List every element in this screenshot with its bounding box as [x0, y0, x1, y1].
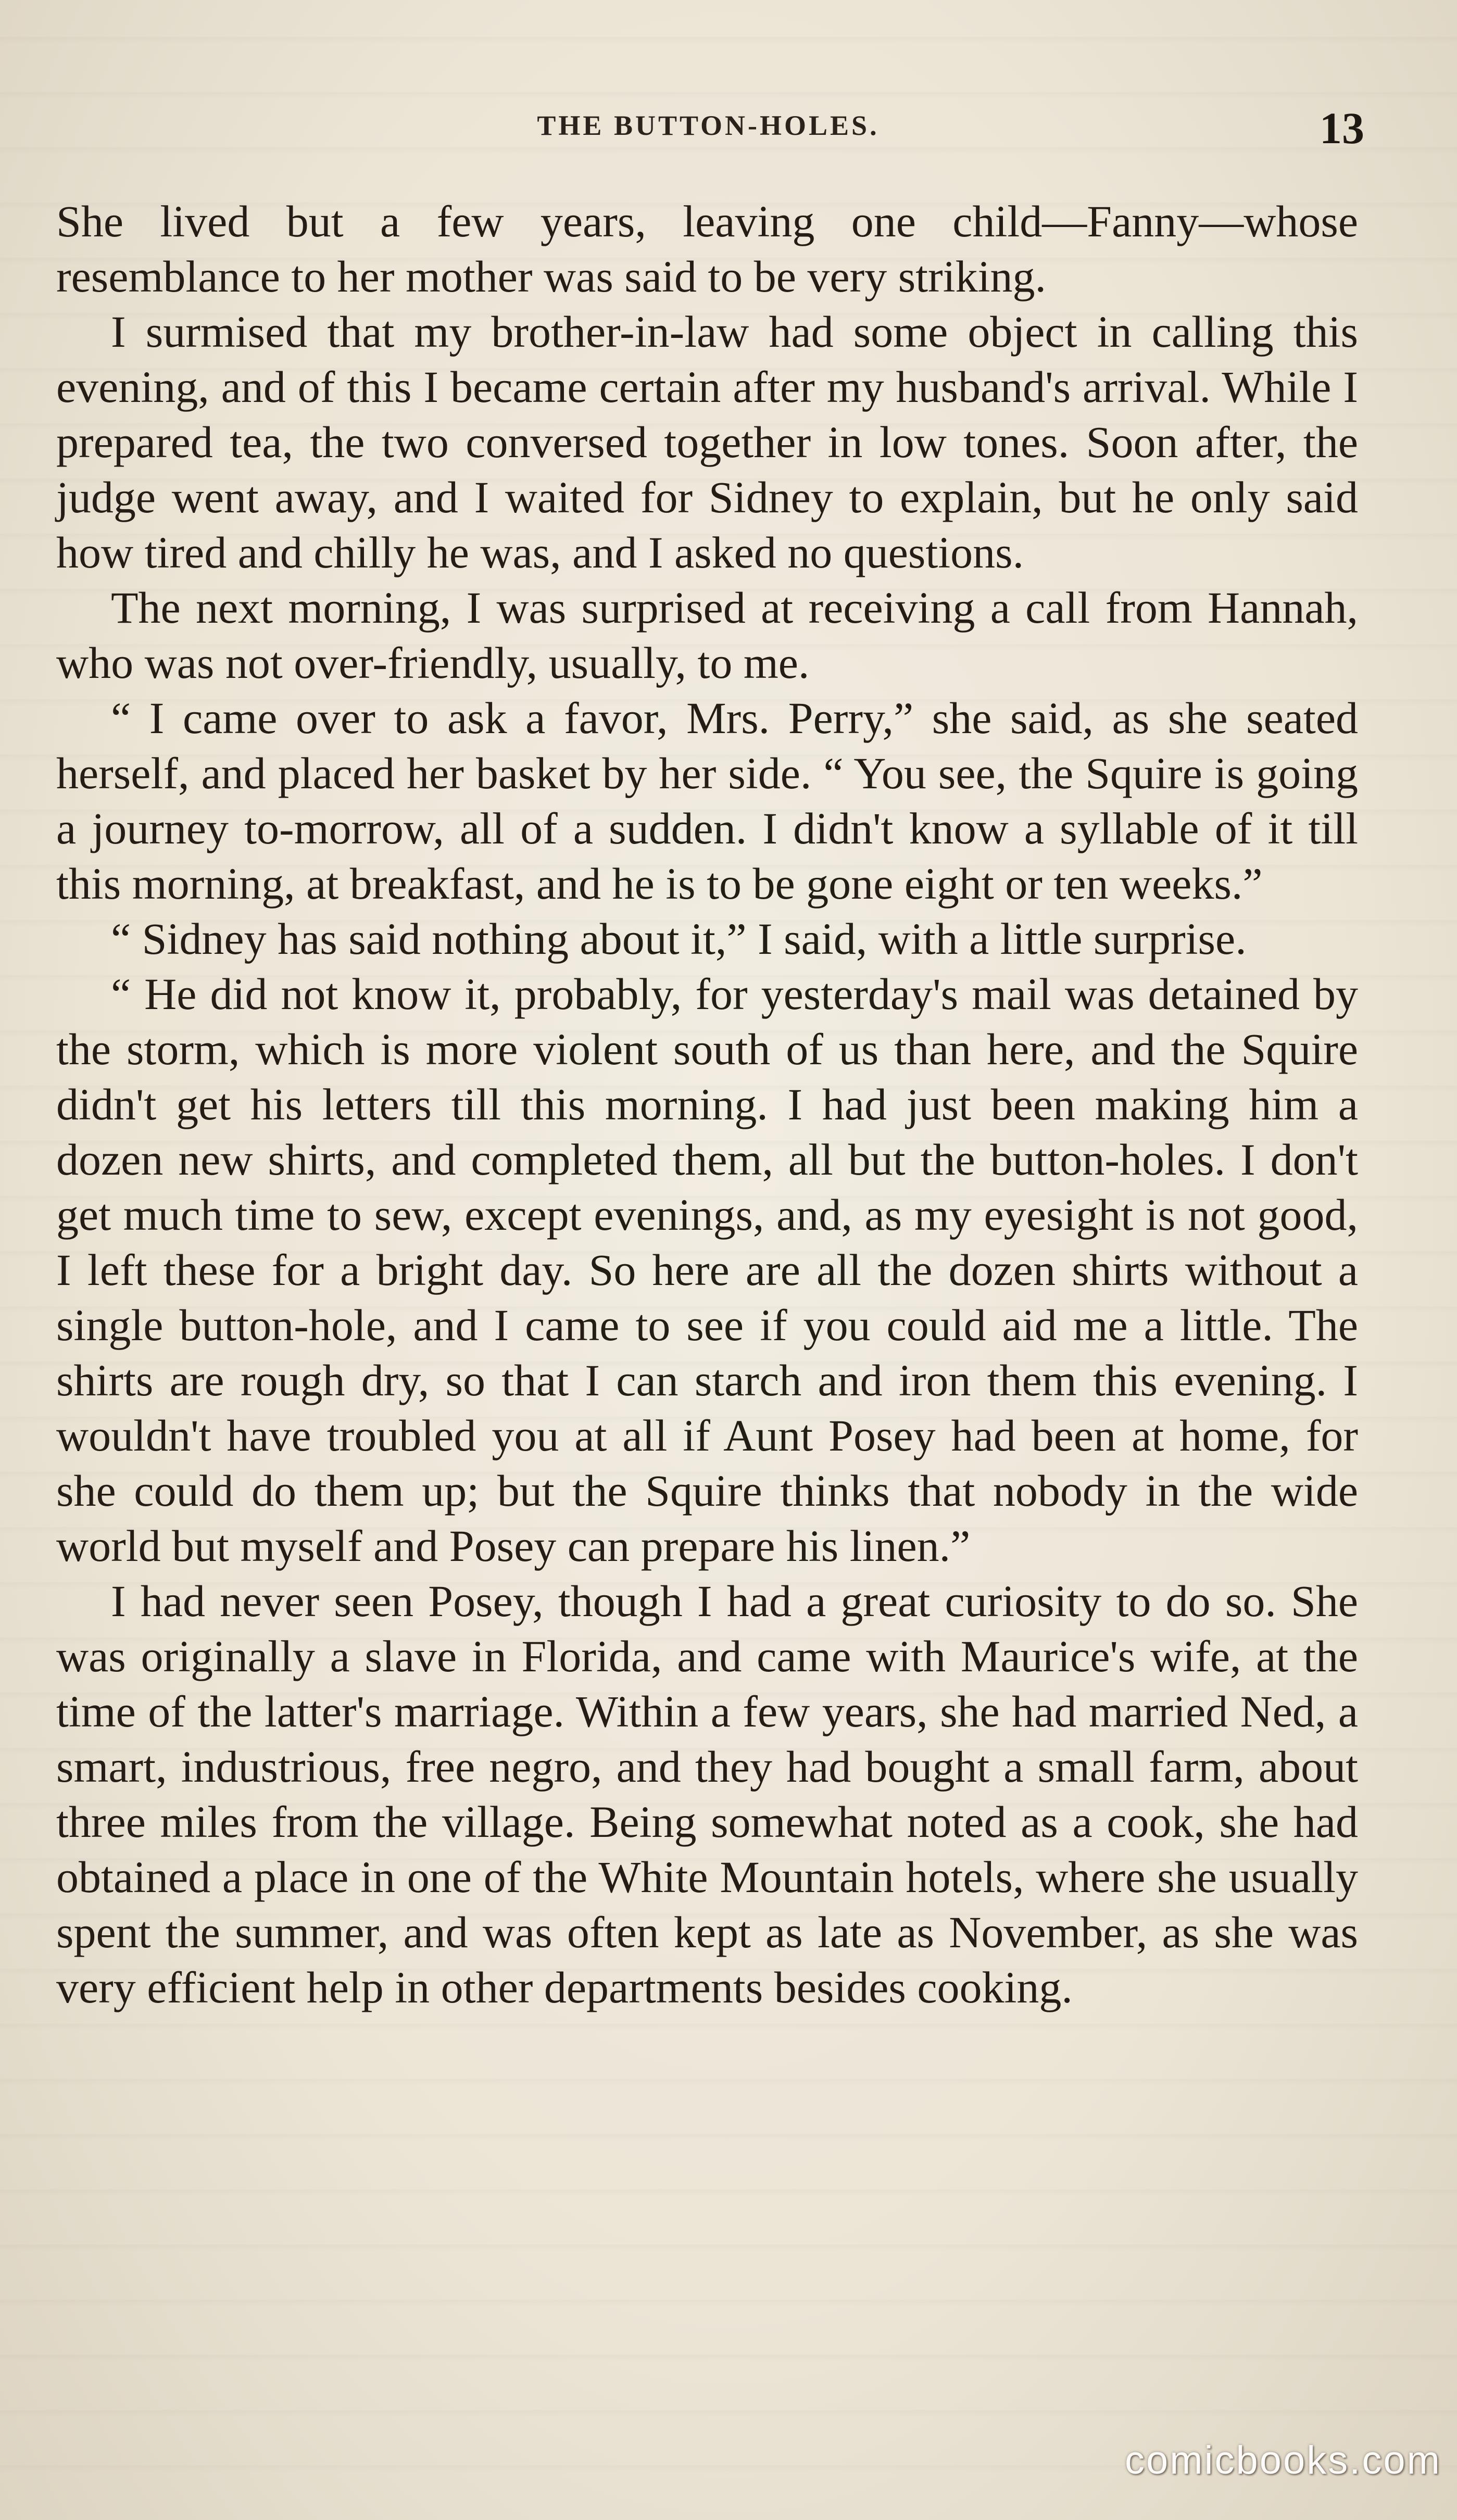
body-text: [56, 194, 1358, 2015]
page-number: 13: [1320, 103, 1364, 153]
paragraph: “ I came over to ask a favor, Mrs. Perry,” she said, as she seated herself, and placed her basket by her side. “ You see, the Squire is going a journey to-morrow, all of a sudden. I didn't know a syllable of it till this morning, at breakfast, and he is to be gone eight or ten weeks.”: [56, 693, 1358, 909]
paragraph: “ Sidney has said nothing about it,” I said, with a little surprise.: [111, 914, 1247, 964]
site-watermark: comicbooks.com: [1125, 2438, 1441, 2483]
paragraph: “ He did not know it, probably, for yesterday's mail was detained by the storm, which is more violent south of us than here, and the Squire didn't get his letters till this morning. I had just been making him a dozen new shirts, and completed them, all but the button-holes. I don't get much time to sew, except evenings, and, as my eyesight is not good, I left these for a bright day. So here are all the dozen shirts without a single button-hole, and I came to see if you could aid me a little. The shirts are rough dry, so that I can starch and iron them this evening. I wouldn't have troubled you at all if Aunt Posey had been at home, for she could do them up; but the Squire thinks that nobody in the wide world but myself and Posey can prepare his linen.”: [56, 969, 1358, 1571]
page-header: [52, 99, 1364, 156]
paragraph: I had never seen Posey, though I had a great curiosity to do so. She was originally a slave in Florida, and came with Maurice's wife, at the time of the latter's marriage. Within a few years, she had married Ned, a smart, industrious, free negro, and they had bought a small farm, about three miles from the village. Being somewhat noted as a cook, she had obtained a place in one of the White Mountain hotels, where she usually spent the summer, and was often kept as late as November, as she was very efficient help in other departments besides cooking.: [56, 1576, 1358, 2012]
paragraph: I surmised that my brother-in-law had some object in calling this evening, and of this I became certain after my husband's arrival. While I prepared tea, the two conversed together in low tones. Soon after, the judge went away, and I waited for Sidney to explain, but he only said how tired and chilly he was, and I asked no questions.: [56, 307, 1358, 577]
running-title: THE BUTTON-HOLES.: [537, 110, 880, 141]
paragraph: She lived but a few years, leaving one child—Fanny—whose resemblance to her mother was said to be very striking.: [56, 196, 1358, 301]
paragraph: The next morning, I was surprised at receiving a call from Hannah, who was not over-friendly, usually, to me.: [56, 583, 1358, 688]
